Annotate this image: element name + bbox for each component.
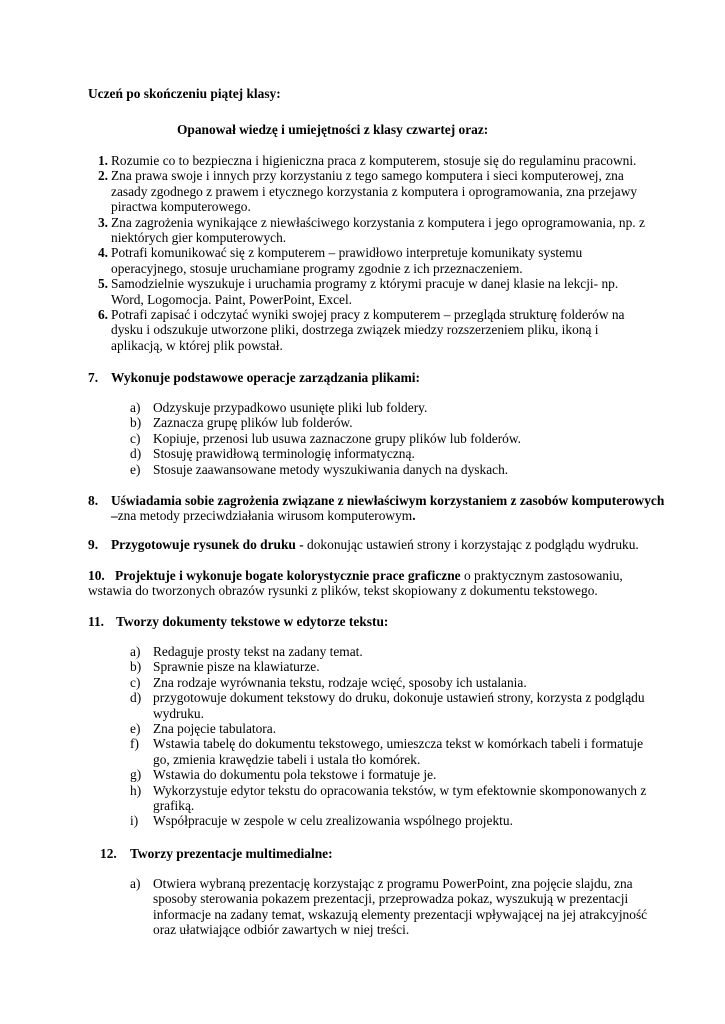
list-item: e) Stosuje zaawansowane metody wyszukiwania danych na dyskach. [130, 461, 509, 477]
section-7-heading: 7. Wykonuje podstawowe operacje zarządzania plikami: [88, 370, 420, 385]
section-11-list [130, 644, 650, 829]
section-8: 8. Uświadamia sobie zagrożenia związane z niewłaściwym korzystaniem z zasobów komputerowych –zna metody przeciwdziałania wirusom komputerowym. [88, 493, 665, 524]
list-item: e) Zna pojęcie tabulatora. [130, 721, 277, 737]
document-subheading: Opanował wiedzę i umiejętności z klasy czwartej oraz: [177, 122, 489, 137]
list-item: b) Sprawnie pisze na klawiaturze. [130, 659, 320, 675]
list-item: f) Wstawia tabelę do dokumentu tekstowego, umieszcza tekst w komórkach tabeli i formatuje go, zmienia krawędzie tabeli i ustala tło komórek. [130, 736, 644, 767]
list-item: a) Odzyskuje przypadkowo usunięte pliki lub foldery. [130, 400, 428, 415]
section-12-heading: 12. Tworzy prezentacje multimedialne: [100, 846, 333, 861]
list-item: 4. Potrafi komunikować się z komputerem – prawidłowo interpretuje komunikaty systemu operacyjnego, stosuje uruchamiane programy zgodnie z ich przeznaczeniem. [97, 245, 583, 276]
list-item: c) Zna rodzaje wyrównania tekstu, rodzaje wcięć, sposoby ich ustalania. [130, 674, 527, 690]
list-item: b) Zaznacza grupę plików lub folderów. [130, 415, 353, 431]
section-11-heading: 11. Tworzy dokumenty tekstowe w edytorze tekstu: [88, 614, 389, 629]
list-item: c) Kopiuje, przenosi lub usuwa zaznaczone grupy plików lub folderów. [130, 430, 522, 446]
list-item: d) przygotowuje dokument tekstowy do druku, dokonuje ustawień strony, korzysta z podglądu wydruku. [130, 690, 645, 721]
list-item: i) Współpracuje w zespole w celu zrealizowania wspólnego projektu. [130, 813, 513, 829]
section-7-list [130, 400, 650, 477]
document-heading: Uczeń po skończeniu piątej klasy: [88, 86, 281, 101]
list-item: h) Wykorzystuje edytor tekstu do opracowania tekstów, w tym efektownie skomponowanych z grafiką. [130, 782, 647, 814]
section-10: 10. Projektuje i wykonuje bogate kolorystycznie prace graficzne o praktycznym zastosowaniu, wstawia do tworzonych obrazów rysunki z plików, tekst skopiowany z dokumentu tekstowego. [88, 568, 623, 599]
list-item: 1. Rozumie co to bezpieczna i higieniczna praca z komputerem, stosuje się do regulaminu pracowni. [97, 153, 637, 168]
list-item: a) Otwiera wybraną prezentację korzystając z programu PowerPoint, zna pojęcie slajdu, zna sposoby sterowania pokazem prezentacji, przeprowadza pokaz, wyszukują w prezentacji informacje na zadany temat, wskazują elementy prezentacji wpływającej na jej atrakcyjność oraz ułatwiające odbiór zawartych w niej treści. [130, 876, 648, 938]
list-item: a) Redaguje prosty tekst na zadany temat. [130, 644, 363, 659]
section-12-list [130, 876, 652, 938]
main-list [88, 153, 653, 353]
list-item: 5. Samodzielnie wyszukuje i uruchamia programy z którymi pracuje w danej klasie na lekcji- np. Word, Logomocja. Paint, PowerPoint, Excel. [97, 276, 619, 307]
list-item: 6. Potrafi zapisać i odczytać wyniki swojej pracy z komputerem – przegląda strukturę folderów na dysku i odszukuje utworzone pliki, dostrzega związek miedzy rozszerzeniem pliku, ikoną i aplikacją, w której plik powstał. [97, 307, 625, 353]
list-item: 2. Zna prawa swoje i innych przy korzystaniu z tego samego komputera i sieci komputerowej, zna zasady zgodnego z prawem i etycznego korzystania z komputera i oprogramowania, zna przejawy piractwa komputerowego. [97, 168, 638, 215]
list-item: g) Wstawia do dokumentu pola tekstowe i formatuje je. [130, 767, 437, 783]
list-item: d) Stosuję prawidłową terminologię informatyczną. [130, 446, 415, 462]
section-9: 9. Przygotowuje rysunek do druku - dokonując ustawień strony i korzystając z podglądu wydruku. [88, 537, 639, 552]
list-item: 3. Zna zagrożenia wynikające z niewłaściwego korzystania z komputera i jego oprogramowania, np. z niektórych gier komputerowych. [97, 214, 645, 246]
